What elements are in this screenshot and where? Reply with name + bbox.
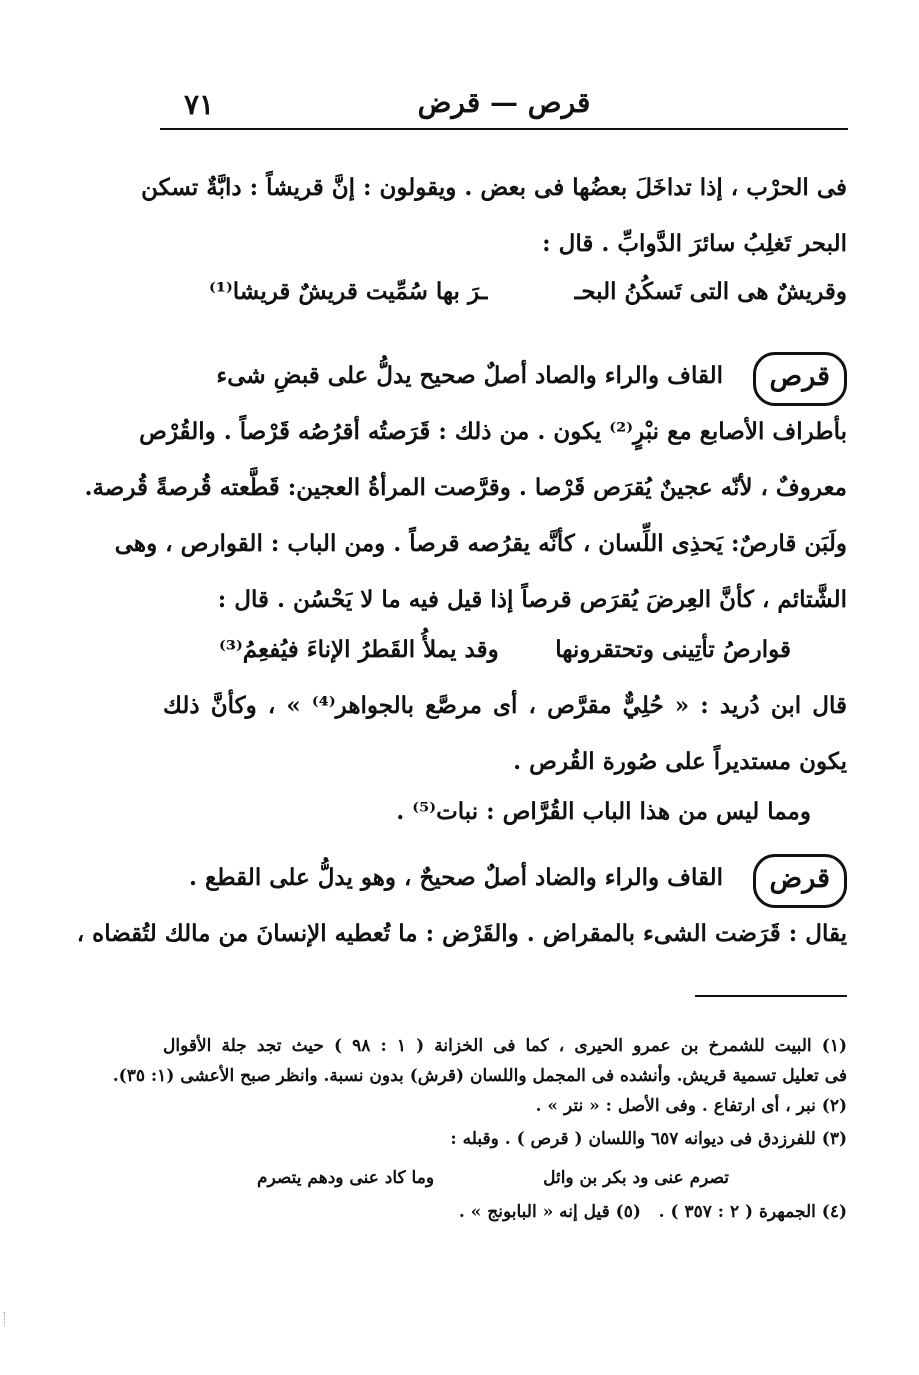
body-line: معروفٌ ، لأنّه عجينٌ يُقرَص قَرْصا . وقرَّصت المرأةُ العجين: قَطَّعته قُرصةً قُرصة. [84, 474, 847, 501]
body-line: ولَبَن قارصٌ: يَحذِى اللِّسان ، كأنَّه يقرُصه قرصاً . ومن الباب : القوارص ، وهى [114, 530, 847, 557]
footnote-verse-second: وما كاد عنى ودهم يتصرم [257, 1168, 435, 1188]
footnote-1-continued: فى تعليل تسمية قريش. وأنشده فى المجمل واللسان (قرش) بدون نسبة. وانظر صبح الأعشى (١: ٣٥). [112, 1066, 847, 1086]
entry-headword: قرص [753, 352, 847, 406]
scan-edge-mark [4, 1312, 7, 1326]
body-line: فى الحرْب ، إذا تداخَلَ بعضُها فى بعض . ويقولون : إنَّ قريشاً : دابَّةٌ تسكن [141, 174, 847, 201]
entry-qrd [163, 858, 847, 898]
entry-definition: القاف والراء والصاد أصلٌ صحيح يدلُّ على قبضِ شىء [216, 362, 723, 389]
body-line: ومما ليس من هذا الباب القُرَّاص : نبات⁽⁵⁾ . [396, 798, 811, 825]
running-title: قرص — قرض [417, 86, 591, 119]
page-header [160, 84, 848, 128]
body-line: الشَّتائم ، كأنَّ العِرضَ يُقرَص قرصاً إذا قيل فيه ما لا يَحْسُن . قال : [217, 586, 847, 613]
body-text [76, 160, 847, 960]
footnote-rule [695, 995, 847, 997]
body-line: البحر تَغلِبُ سائرَ الدَّوابِّ . قال : [542, 230, 847, 257]
verse-first-hemistich: قوارصُ تأتِينى وتحتقرونها [555, 636, 791, 663]
verse-second-hemistich: وقد يملأُ القَطرُ الإناءَ فيُفعِمُ⁽³⁾ [219, 636, 499, 663]
body-line: يقال : قَرَضت الشىء بالمقراض . والقَرْض : ما تُعطيه الإنسانَ من مالك لتُقضاه ، [76, 920, 847, 947]
header-rule [160, 128, 848, 130]
body-line: يكون مستديراً على صُورة القُرص . [513, 748, 847, 775]
verse [163, 630, 847, 670]
footnote-4-5: (٤) الجمهرة ( ٢ : ٣٥٧ ) . (٥) قيل إنه « البابونج » . [458, 1202, 847, 1222]
verse [163, 272, 847, 312]
footnote-1: (١) البيت للشمرخ بن عمرو الحيرى ، كما فى الخزانة ( ١ : ٩٨ ) حيث تجد جلة الأقوال [163, 1036, 847, 1056]
footnote-2: (٢) نبر ، أى ارتفاع . وفى الأصل : « نتر » . [535, 1096, 847, 1116]
body-line: قال ابن دُريد : « حُلِيٌّ مقرَّص ، أى مرصَّع بالجواهر⁽⁴⁾ » ، وكأنَّ ذلك [163, 692, 847, 719]
footnote-verse-first: تصرم عنى ود بكر بن وائل [543, 1168, 729, 1188]
entry-qrs [163, 356, 847, 396]
footnote-3: (٣) للفرزدق فى ديوانه ٦٥٧ واللسان ( قرص ) . وقبله : [450, 1129, 847, 1149]
body-line: بأطراف الأصابع مع نبْرٍ⁽²⁾ يكون . من ذلك : قَرَصتُه أقرُصُه قَرْصاً . والقُرْص [139, 418, 847, 445]
page-number: ٧١ [184, 88, 215, 121]
entry-definition: القاف والراء والضاد أصلٌ صحيحٌ ، وهو يدلُّ على القطع . [189, 864, 723, 891]
entry-headword: قرض [753, 854, 847, 908]
verse-second-hemistich: ـرَ بها سُمِّيت قريشٌ قريشا⁽¹⁾ [209, 278, 488, 305]
verse-first-hemistich: وقريشٌ هى التى تَسكُنُ البحـ [574, 278, 847, 305]
footnote-verse [163, 1163, 847, 1193]
